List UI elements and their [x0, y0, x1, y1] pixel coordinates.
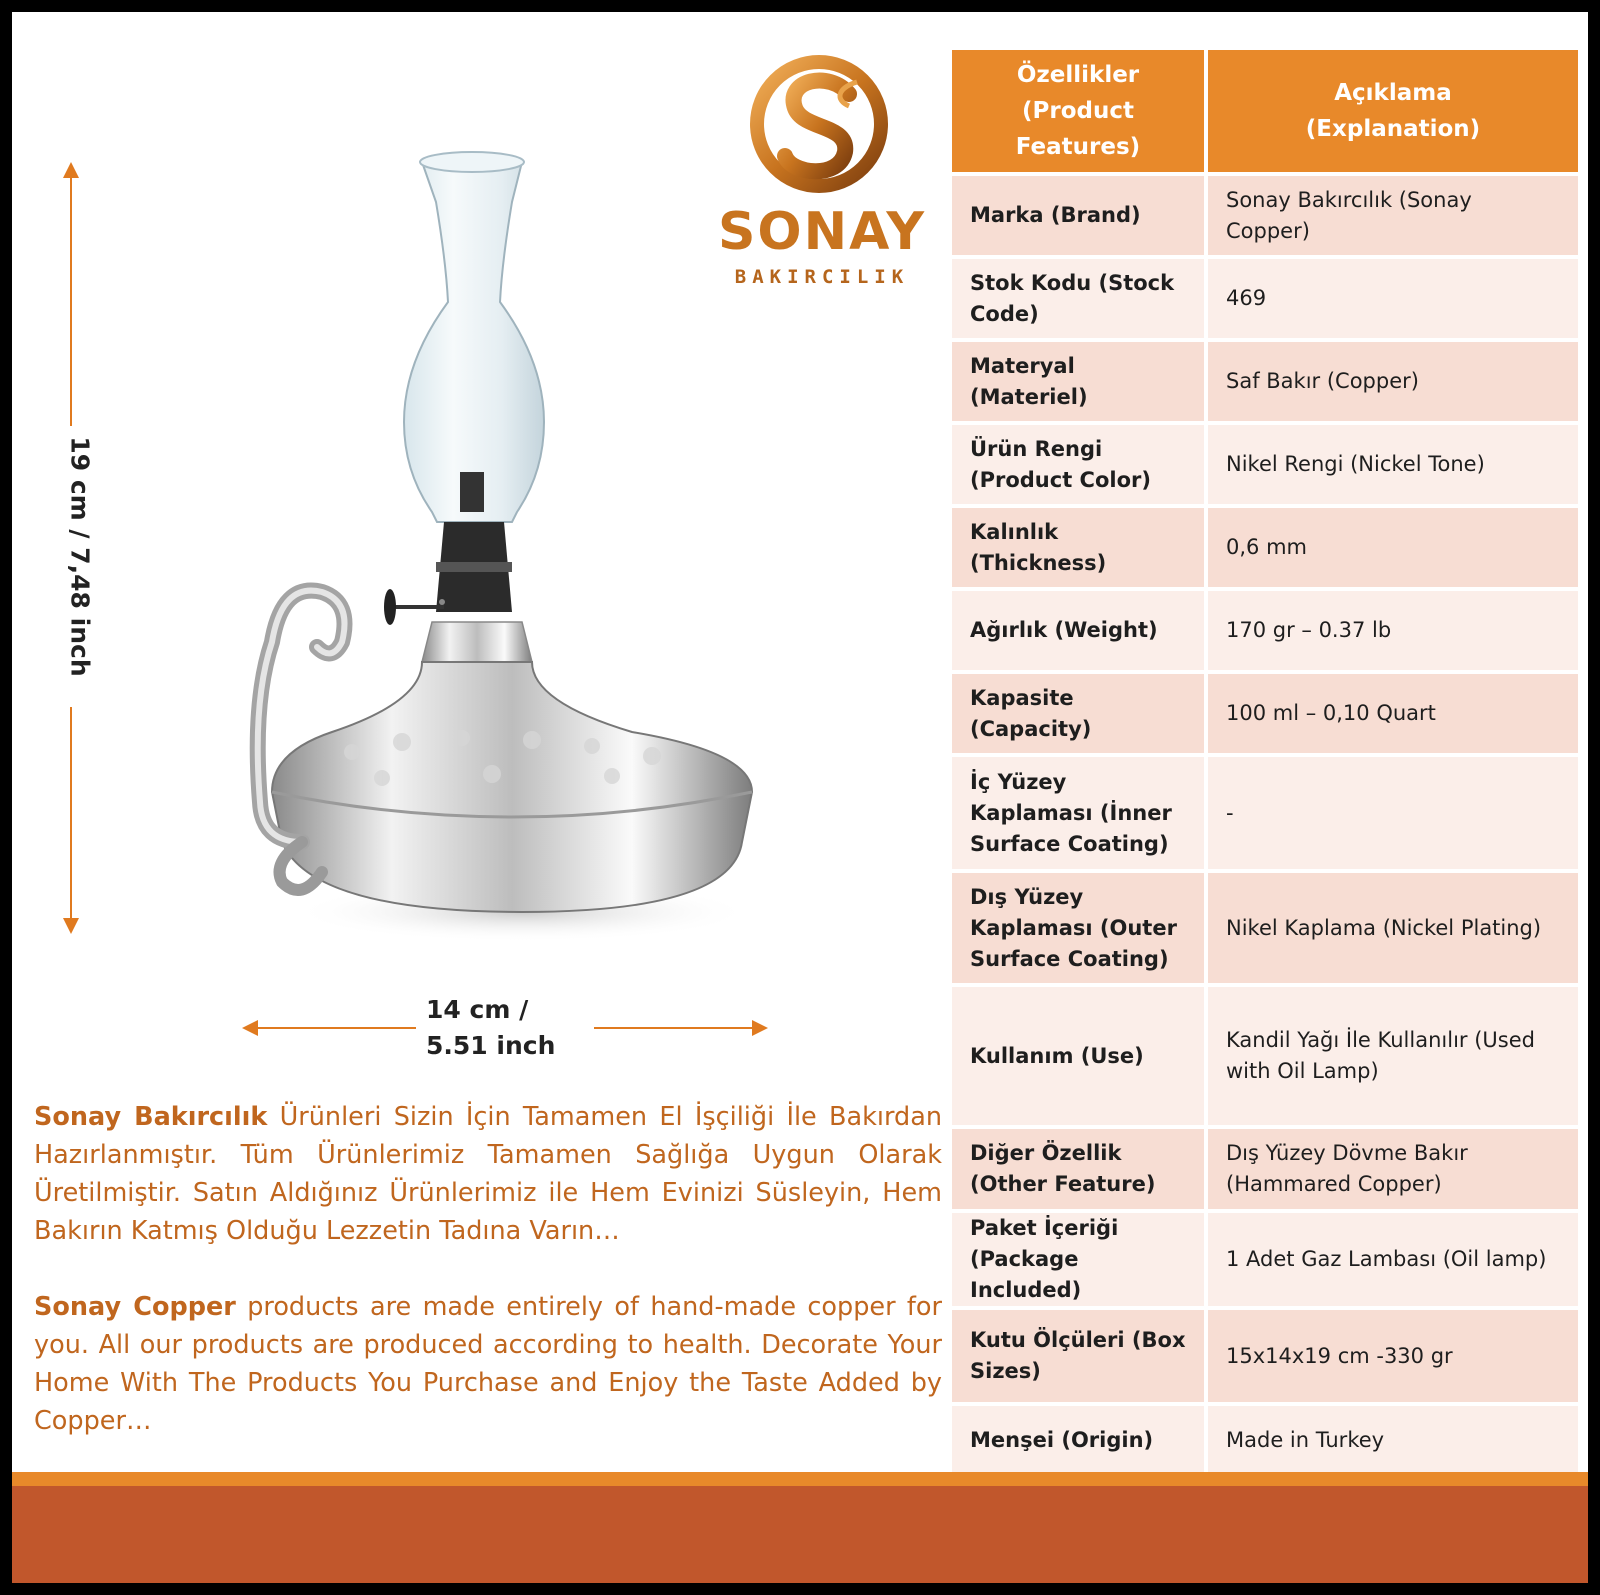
value-cell: 15x14x19 cm -330 gr — [1206, 1308, 1580, 1404]
header-features: Özellikler (Product Features) — [950, 48, 1206, 174]
description-turkish-text: Ürünleri Sizin İçin Tamamen El İşçiliği İle Bakırdan Hazırlanmıştır. Tüm Ürünlerimiz Tamamen Sağlığa Uygun Olarak Üretilmiştir. Satın Aldığınız Ürünlerimiz ile Hem Evinizi Süsleyin, Hem Bakırın Katmış Olduğu Lezzetin Tadına Varın… — [34, 1102, 942, 1246]
feature-cell: Menşei (Origin) — [950, 1404, 1206, 1476]
description-turkish-brand: Sonay Bakırcılık — [34, 1102, 268, 1132]
spec-table — [950, 48, 1580, 1476]
table-row — [950, 871, 1580, 985]
height-arrow-down-icon — [63, 918, 79, 934]
table-row — [950, 672, 1580, 755]
width-label-line1: 14 cm / — [426, 995, 529, 1024]
feature-cell: İç Yüzey Kaplaması (İnner Surface Coating) — [950, 755, 1206, 871]
width-arrow-right-icon — [752, 1020, 768, 1036]
feature-cell: Marka (Brand) — [950, 174, 1206, 257]
description-english — [34, 1288, 942, 1440]
table-row — [950, 1211, 1580, 1308]
value-cell: Nikel Kaplama (Nickel Plating) — [1206, 871, 1580, 985]
table-row — [950, 1127, 1580, 1211]
height-line-bottom — [70, 707, 72, 919]
table-row — [950, 423, 1580, 506]
table-row — [950, 589, 1580, 672]
feature-cell: Kalınlık (Thickness) — [950, 506, 1206, 589]
feature-cell: Ürün Rengi (Product Color) — [950, 423, 1206, 506]
width-line-right — [594, 1027, 754, 1029]
description-turkish — [34, 1098, 942, 1250]
footer-band — [12, 1486, 1588, 1583]
table-row — [950, 174, 1580, 257]
table-row — [950, 340, 1580, 423]
header-explanation: Açıklama (Explanation) — [1206, 48, 1580, 174]
value-cell: 100 ml – 0,10 Quart — [1206, 672, 1580, 755]
feature-cell: Ağırlık (Weight) — [950, 589, 1206, 672]
footer-stripe — [12, 1472, 1588, 1486]
feature-cell: Kullanım (Use) — [950, 985, 1206, 1127]
logo-subtitle: BAKIRCILIK — [734, 266, 910, 288]
table-row — [950, 506, 1580, 589]
feature-cell: Stok Kodu (Stock Code) — [950, 257, 1206, 340]
table-row — [950, 755, 1580, 871]
value-cell: Kandil Yağı İle Kullanılır (Used with Oil Lamp) — [1206, 985, 1580, 1127]
value-cell: Made in Turkey — [1206, 1404, 1580, 1476]
width-label-line2: 5.51 inch — [426, 1031, 556, 1060]
value-cell: 1 Adet Gaz Lambası (Oil lamp) — [1206, 1211, 1580, 1308]
product-sheet — [12, 12, 1588, 1583]
oil-lamp-product-image — [232, 142, 772, 972]
width-label — [426, 992, 586, 1064]
table-row — [950, 985, 1580, 1127]
width-line-left — [256, 1027, 416, 1029]
value-cell: Dış Yüzey Dövme Bakır (Hammared Copper) — [1206, 1127, 1580, 1211]
value-cell: Sonay Bakırcılık (Sonay Copper) — [1206, 174, 1580, 257]
description-english-text: products are made entirely of hand-made copper for you. All our products are produced according to health. Decorate Your Home With The Products You Purchase and Enjoy the Taste Added by Copper… — [34, 1292, 942, 1436]
feature-cell: Dış Yüzey Kaplaması (Outer Surface Coating) — [950, 871, 1206, 985]
feature-cell: Materyal (Materiel) — [950, 340, 1206, 423]
description-english-brand: Sonay Copper — [34, 1292, 236, 1322]
table-row — [950, 1404, 1580, 1476]
spec-table-header — [950, 48, 1580, 174]
value-cell: - — [1206, 755, 1580, 871]
feature-cell: Diğer Özellik (Other Feature) — [950, 1127, 1206, 1211]
height-line-top — [70, 176, 72, 426]
feature-cell: Kutu Ölçüleri (Box Sizes) — [950, 1308, 1206, 1404]
value-cell: Saf Bakır (Copper) — [1206, 340, 1580, 423]
table-row — [950, 257, 1580, 340]
value-cell: 0,6 mm — [1206, 506, 1580, 589]
feature-cell: Kapasite (Capacity) — [950, 672, 1206, 755]
feature-cell: Paket İçeriği (Package Included) — [950, 1211, 1206, 1308]
height-label: 19 cm / 7,48 inch — [65, 436, 95, 677]
value-cell: Nikel Rengi (Nickel Tone) — [1206, 423, 1580, 506]
table-row — [950, 1308, 1580, 1404]
logo-wordmark: SONAY — [717, 202, 927, 262]
value-cell: 469 — [1206, 257, 1580, 340]
value-cell: 170 gr – 0.37 lb — [1206, 589, 1580, 672]
